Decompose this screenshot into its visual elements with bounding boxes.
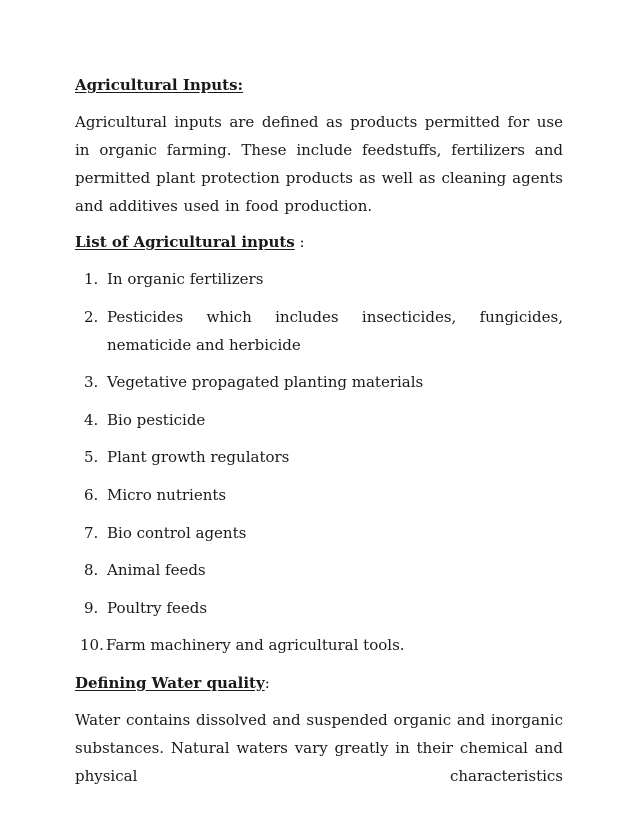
list-item	[75, 303, 563, 359]
list-item-text: Plant growth regulators	[107, 448, 290, 467]
list-item-number: 4.	[84, 410, 99, 429]
heading-suffix: :	[264, 673, 270, 692]
list-item-number: 2.	[84, 307, 99, 326]
section-heading-agricultural-inputs	[75, 71, 563, 99]
list-item	[75, 556, 563, 584]
list-item	[75, 594, 563, 622]
list-item-text: Farm machinery and agricultural tools.	[106, 636, 405, 655]
heading-suffix: :	[294, 233, 305, 251]
list-item	[75, 631, 563, 659]
list-item	[75, 406, 563, 434]
list-item-text: Vegetative propagated planting materials	[107, 373, 424, 392]
list-item-number: 9.	[84, 598, 99, 617]
list-item-number: 1.	[84, 270, 99, 288]
list-item	[75, 481, 563, 509]
agricultural-inputs-list	[75, 265, 563, 659]
list-item-text: Pesticides which includes insecticides, fungicides, nematicide and herbicide	[107, 307, 563, 354]
list-item	[75, 443, 563, 471]
paragraph-agricultural-inputs-definition: Agricultural inputs are defined as products permitted for use in organic farming. These include feedstuffs, fertilizers and permitted plant protection products as well as cleaning agents and additives used in food production.	[75, 113, 563, 215]
list-item-number: 6.	[84, 485, 99, 504]
list-item-number: 8.	[84, 561, 99, 580]
heading-text: List of Agricultural inputs	[75, 233, 295, 251]
list-item	[75, 368, 563, 396]
paragraph-water-quality: Water contains dissolved and suspended organic and inorganic substances. Natural waters vary greatly in their chemical and physical characteristics	[75, 710, 563, 785]
list-item-text: In organic fertilizers	[107, 270, 264, 288]
section-heading-water-quality	[75, 669, 563, 697]
list-item-text: Bio pesticide	[107, 410, 206, 429]
list-item-text: Poultry feeds	[107, 598, 208, 617]
list-item-text: Animal feeds	[107, 561, 206, 580]
list-item-number: 3.	[84, 373, 99, 392]
heading-text: Defining Water quality	[75, 673, 265, 692]
list-item	[75, 265, 563, 293]
list-item-number: 10.	[80, 636, 104, 655]
list-item-number: 7.	[84, 523, 99, 542]
heading-text: Agricultural Inputs:	[75, 76, 244, 94]
list-item	[75, 519, 563, 547]
list-item-number: 5.	[84, 448, 99, 467]
section-heading-list-of-inputs	[75, 228, 563, 256]
list-item-text: Micro nutrients	[107, 485, 227, 504]
document-page	[75, 71, 563, 790]
list-item-text: Bio control agents	[107, 523, 247, 542]
